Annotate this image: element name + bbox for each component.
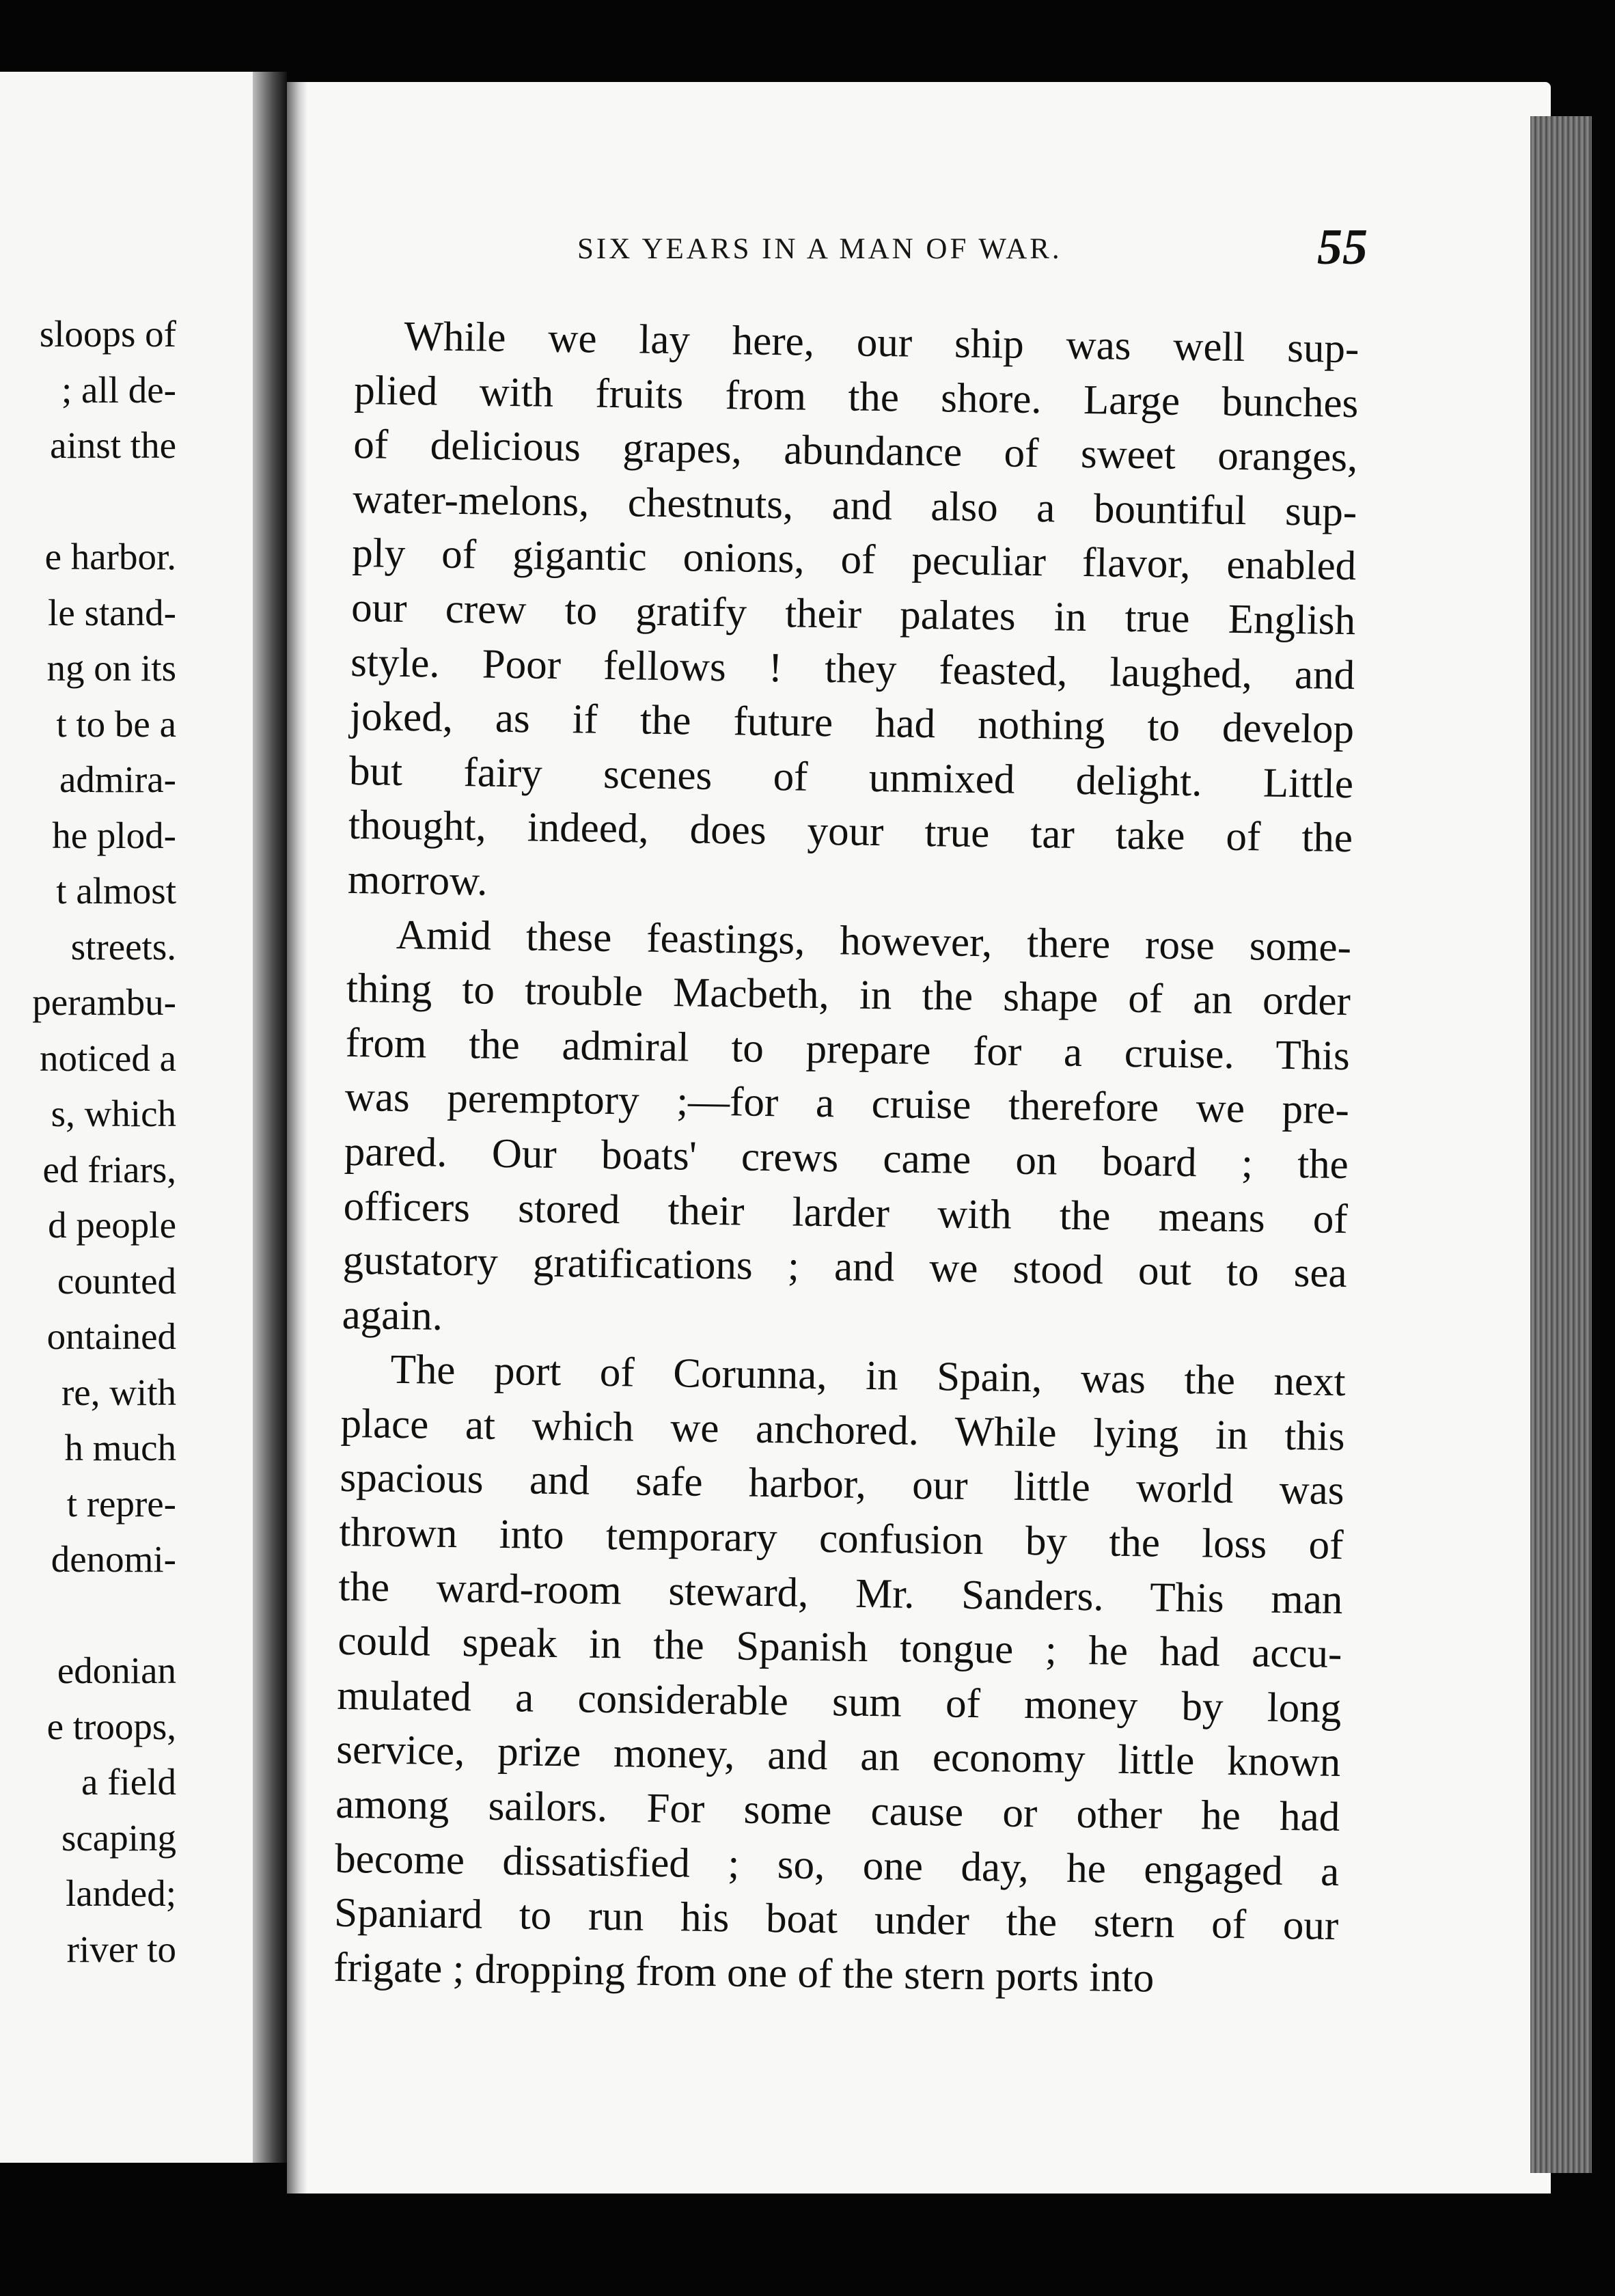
- left-page-line: landed;: [66, 1872, 176, 1914]
- left-page-line: d people: [48, 1204, 176, 1246]
- text-line: The port of Corunna, in Spain, was the next: [390, 1347, 1347, 1406]
- paragraph: [333, 1342, 1346, 2008]
- text-line: from the admiral to prepare for a cruise. This: [345, 1020, 1351, 1079]
- text-line: gustatory gratifications ; and we stood out to sea: [342, 1237, 1348, 1297]
- text-line: thrown into temporary confusion by the loss of: [339, 1509, 1344, 1569]
- left-page-text: [0, 306, 176, 1977]
- left-page-line: [0, 474, 176, 530]
- text-line: our crew to gratify their palates in true English: [350, 584, 1356, 644]
- left-page-line: counted: [57, 1259, 176, 1302]
- text-line: morrow.: [347, 856, 488, 905]
- page-gutter-shadow: [287, 82, 307, 2194]
- left-page-line: ng on its: [46, 647, 176, 689]
- text-line: spacious and safe harbor, our little world was: [340, 1455, 1344, 1514]
- left-page-line: t repre-: [66, 1482, 176, 1525]
- paragraph: [342, 907, 1351, 1355]
- text-line: but fairy scenes of unmixed delight. Little: [348, 748, 1354, 807]
- text-line: was peremptory ;—for a cruise therefore we pre-: [344, 1074, 1350, 1134]
- text-line: again.: [342, 1292, 443, 1339]
- left-page-line: s, which: [51, 1093, 176, 1134]
- text-line: place at which we anchored. While lying in this: [340, 1400, 1345, 1460]
- left-page-line: sloops of: [39, 313, 176, 355]
- text-line: service, prize money, and an economy little known: [335, 1727, 1341, 1786]
- text-line: the ward-room steward, Mr. Sanders. This man: [338, 1563, 1343, 1623]
- text-line: thing to trouble Macbeth, in the shape of an order: [346, 966, 1351, 1025]
- left-page-line: streets.: [70, 925, 176, 968]
- left-page-line: edonian: [57, 1650, 176, 1691]
- left-page-line: h much: [64, 1427, 176, 1468]
- text-line: officers stored their larder with the means of: [343, 1183, 1349, 1242]
- text-line: joked, as if the future had nothing to develop: [349, 694, 1355, 753]
- left-page-line: [0, 1587, 176, 1643]
- left-page-line: ; all de-: [61, 368, 176, 411]
- text-line: could speak in the Spanish tongue ; he had accu-: [337, 1618, 1342, 1678]
- left-page-line: ed friars,: [42, 1148, 176, 1190]
- text-line: among sailors. For some cause or other he had: [335, 1781, 1340, 1841]
- left-page-line: river to: [66, 1928, 176, 1970]
- text-line: plied with fruits from the shore. Large bunches: [354, 367, 1359, 426]
- left-page-gutter: [253, 72, 287, 2163]
- page-number: 55: [1317, 219, 1368, 275]
- left-page-line: e troops,: [46, 1705, 176, 1747]
- left-page-line: denomi-: [51, 1538, 176, 1580]
- left-page-line: re, with: [61, 1371, 176, 1413]
- text-line: mulated a considerable sum of money by long: [336, 1672, 1342, 1732]
- left-page-line: e harbor.: [44, 536, 176, 577]
- left-page-line: perambu-: [32, 981, 176, 1023]
- left-page-line: le stand-: [48, 591, 176, 633]
- left-page-line: a field: [81, 1761, 176, 1803]
- text-line: Spaniard to run his boat under the stern of our: [333, 1890, 1339, 1950]
- text-line: While we lay here, our ship was well sup-: [404, 313, 1359, 372]
- left-page-line: t almost: [56, 870, 176, 912]
- running-head: SIX YEARS IN A MAN OF WAR.: [577, 233, 1062, 265]
- text-line: Amid these feastings, however, there rose some-: [396, 912, 1352, 970]
- text-line: become dissatisfied ; so, one day, he engaged a: [334, 1835, 1340, 1895]
- text-line: of delicious grapes, abundance of sweet oranges,: [353, 422, 1358, 481]
- text-line: thought, indeed, does your true tar take of the: [348, 802, 1353, 862]
- left-page-line: ontained: [46, 1315, 176, 1357]
- page-fore-edge: [1530, 116, 1592, 2173]
- body-text: [333, 309, 1359, 2008]
- left-page-line: scaping: [61, 1816, 176, 1859]
- left-page-line: noticed a: [39, 1037, 176, 1079]
- text-line: pared. Our boats' crews came on board ; the: [344, 1128, 1349, 1188]
- text-line: water-melons, chestnuts, and also a bountiful sup-: [352, 476, 1357, 535]
- text-line: style. Poor fellows ! they feasted, laughed, and: [350, 639, 1355, 698]
- text-line: frigate ; dropping from one of the stern ports into: [333, 1944, 1155, 2001]
- left-page-line: he plod-: [52, 814, 176, 856]
- left-page-line: t to be a: [56, 702, 176, 745]
- paragraph: [348, 309, 1359, 920]
- text-line: ply of gigantic onions, of peculiar flavor, enabled: [351, 530, 1357, 590]
- left-page-line: ainst the: [50, 424, 176, 466]
- left-page-line: admira-: [59, 758, 176, 800]
